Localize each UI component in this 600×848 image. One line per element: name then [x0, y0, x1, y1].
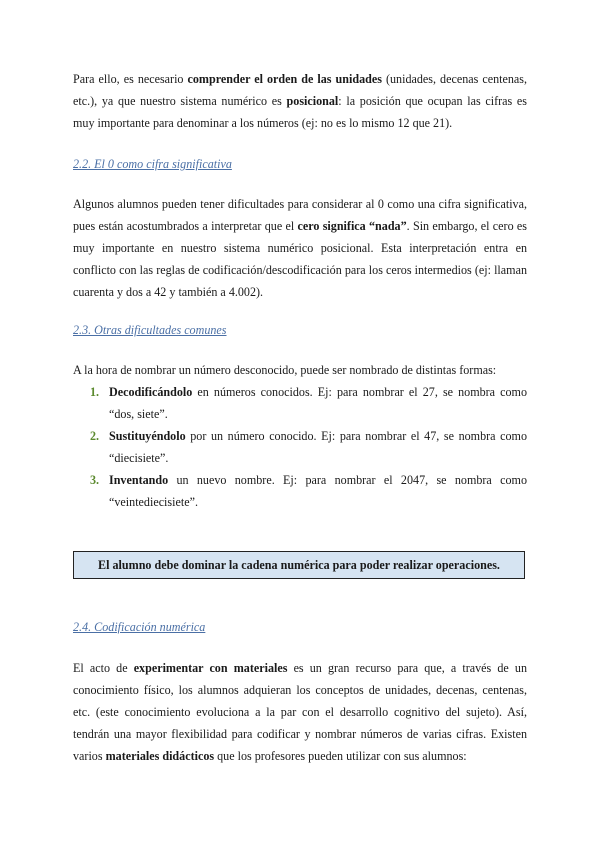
- callout-box: El alumno debe dominar la cadena numérica para poder realizar operaciones.: [73, 551, 525, 579]
- bold-run: posicional: [286, 94, 339, 108]
- naming-strategies-list: [73, 381, 527, 513]
- section-heading-2-4: 2.4. Codificación numérica: [73, 620, 206, 634]
- bold-run: cero significa “nada”: [297, 219, 407, 233]
- paragraph-place-value: [73, 68, 527, 134]
- list-item: [73, 425, 527, 469]
- bold-run: Sustituyéndolo: [109, 429, 186, 443]
- paragraph-numeric-coding: [73, 657, 527, 767]
- list-item: [73, 381, 527, 425]
- list-number: 2.: [90, 429, 100, 443]
- paragraph-zero-significant: [73, 193, 527, 303]
- paragraph-naming-intro: A la hora de nombrar un número desconocido, puede ser nombrado de distintas formas:: [73, 363, 497, 377]
- text-run: . Sin embargo, el cero es muy importante en nuestro sistema numérico posicional. Esta interpretación entra en conflicto con las reglas de codificación/descodificación para los ceros intermedios (ej: llaman cuarenta y dos a 42 y también a 4.002).: [73, 219, 527, 299]
- text-run: en números conocidos. Ej: para nombrar el 27, se nombra como “dos, siete”.: [109, 385, 527, 421]
- section-heading-2-3: 2.3. Otras dificultades comunes: [73, 323, 227, 337]
- text-run: un nuevo nombre. Ej: para nombrar el 2047, se nombra como “veintediecisiete”.: [109, 473, 527, 509]
- text-run: : la posición que ocupan las cifras es muy importante para denominar a los números (ej: no es lo mismo 12 que 21).: [73, 94, 527, 130]
- bold-run: Inventando: [109, 473, 169, 487]
- section-heading-2-2: 2.2. El 0 como cifra significativa: [73, 157, 232, 171]
- bold-run: comprender el orden de las unidades: [187, 72, 382, 86]
- list-item: [73, 469, 527, 513]
- list-number: 1.: [90, 385, 100, 399]
- bold-run: Decodificándolo: [109, 385, 193, 399]
- text-run: es un gran recurso para que, a través de un conocimiento físico, los alumnos adquieran los conceptos de unidades, decenas, centenas, etc. (este conocimiento evoluciona a la par con el desarrollo cognitivo del sujeto). Así, tendrán una mayor flexibilidad para codificar y nombrar números de varias cifras. Existen varios: [73, 661, 527, 763]
- text-run: El acto de: [73, 661, 134, 675]
- text-run: (unidades, decenas centenas, etc.), ya que nuestro sistema numérico es: [73, 72, 527, 108]
- bold-run: experimentar con materiales: [133, 661, 288, 675]
- bold-run: materiales didácticos: [105, 749, 215, 763]
- text-run: Para ello, es necesario: [73, 72, 188, 86]
- text-run: que los profesores pueden utilizar con sus alumnos:: [214, 749, 467, 763]
- list-number: 3.: [90, 473, 100, 487]
- text-run: por un número conocido. Ej: para nombrar el 47, se nombra como “diecisiete”.: [109, 429, 527, 465]
- text-run: Algunos alumnos pueden tener dificultades para considerar al 0 como una cifra significativa, pues están acostumbrados a interpretar que el: [73, 197, 527, 233]
